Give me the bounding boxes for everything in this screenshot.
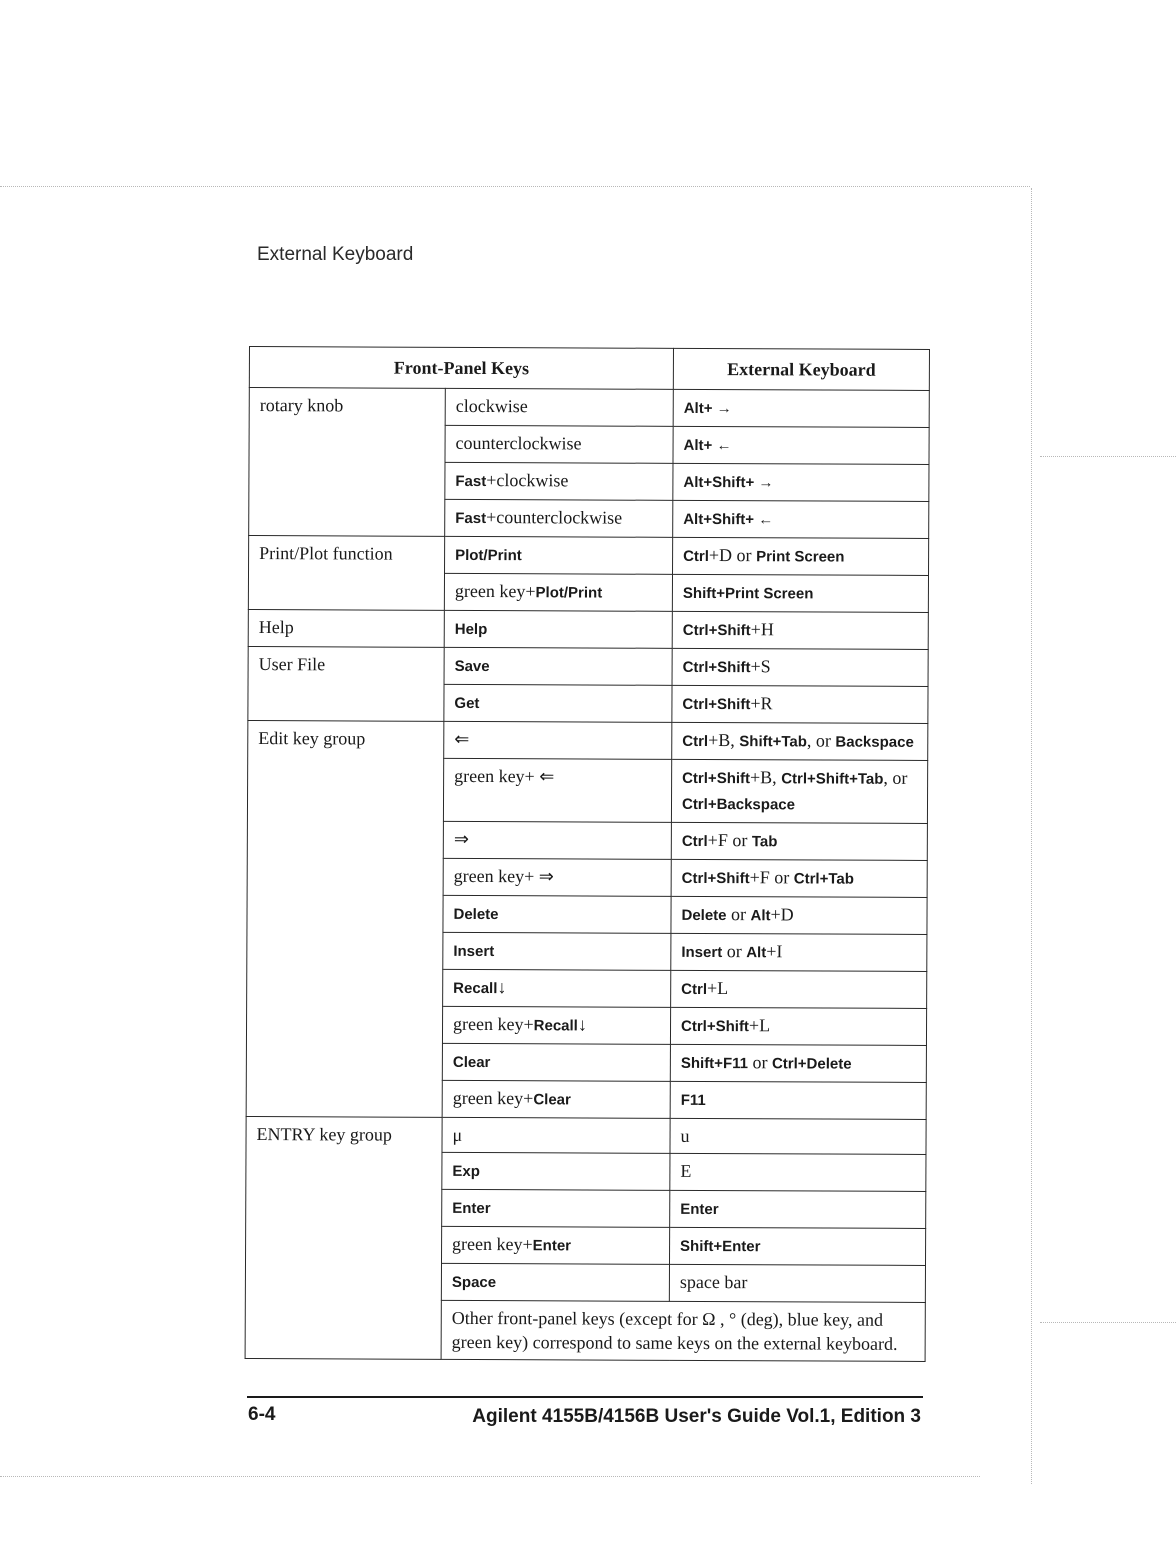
key-text: μ (452, 1124, 463, 1145)
key-text: E (680, 1160, 692, 1181)
key-text: Ctrl+Backspace (681, 795, 796, 814)
key-text: Alt+ → (683, 399, 732, 418)
key-text: F11 (680, 1091, 706, 1109)
key-text: +B, (750, 767, 782, 788)
front-panel-key-cell (445, 499, 673, 537)
external-key-cell (670, 1153, 926, 1191)
front-panel-header: Front-Panel Keys (249, 347, 673, 390)
key-text: Enter (452, 1199, 491, 1218)
key-text: +D (770, 904, 794, 925)
key-text: +L (748, 1015, 771, 1036)
key-text: Enter (680, 1200, 719, 1219)
key-text: ⇒ (453, 828, 469, 849)
key-text: Recall (533, 1017, 578, 1035)
key-text: green key+ ⇐ (454, 765, 555, 787)
key-group-name: Help (248, 609, 444, 647)
front-panel-key-cell (442, 1006, 670, 1044)
key-text: Fast (455, 472, 487, 491)
key-text: ↓ (577, 1014, 587, 1035)
scan-artifact-line (0, 1476, 980, 1477)
front-panel-key-cell (444, 721, 672, 759)
key-text: Save (454, 657, 490, 676)
key-text: , or (806, 730, 836, 751)
key-text: Ctrl (681, 980, 708, 999)
key-group-name: User File (248, 646, 444, 721)
key-text: Insert (453, 942, 495, 961)
key-text: green key+ (453, 1013, 534, 1035)
key-text: Alt+ ← (683, 436, 732, 455)
table-row (248, 646, 928, 686)
key-text: Ctrl+Shift (682, 658, 751, 677)
front-panel-key-cell (441, 1226, 669, 1264)
front-panel-key-cell (444, 573, 672, 611)
key-text: +R (750, 693, 773, 714)
front-panel-key-cell (444, 610, 672, 648)
key-text: Alt+Shift+ ← (683, 510, 774, 529)
key-text: Delete (681, 906, 727, 925)
key-text: +B, (708, 730, 740, 751)
external-key-cell (672, 574, 928, 612)
key-text: Plot/Print (455, 546, 522, 565)
key-text: Enter (532, 1237, 572, 1255)
key-text: Help (454, 620, 488, 639)
front-panel-key-cell (444, 647, 672, 685)
scan-artifact-line (1040, 1322, 1176, 1323)
key-text: Ctrl+Shift (682, 769, 751, 788)
external-key-cell (673, 500, 929, 538)
table-row (249, 536, 929, 576)
key-text: +counterclockwise (486, 507, 623, 528)
key-text: ↓ (497, 977, 507, 998)
section-header: External Keyboard (257, 244, 414, 265)
front-panel-key-cell (443, 758, 671, 822)
key-text: Shift+Tab (739, 733, 807, 751)
front-panel-key-cell (443, 969, 671, 1007)
key-text: +I (766, 941, 783, 962)
key-text: Alt (750, 907, 771, 925)
key-text: Ctrl+Shift+Tab (781, 770, 884, 788)
front-panel-key-cell (445, 388, 673, 426)
key-text: counterclockwise (455, 432, 582, 454)
key-group-name: Edit key group (246, 720, 444, 1117)
footer-rule (247, 1396, 923, 1398)
external-key-cell (672, 685, 928, 723)
external-key-cell (672, 611, 928, 649)
table-header-row (249, 347, 929, 391)
table-row (246, 1116, 926, 1154)
key-text: Ctrl+Shift (680, 1017, 749, 1036)
key-text: Clear (452, 1053, 491, 1072)
external-key-cell (673, 389, 929, 427)
external-key-cell (671, 970, 927, 1008)
external-key-cell (673, 463, 929, 501)
key-text: green key+ (452, 1087, 534, 1109)
key-text: Recall (453, 979, 498, 998)
front-panel-key-cell (445, 425, 673, 463)
key-text: clockwise (455, 395, 528, 417)
table-row (249, 388, 929, 428)
key-text: Ctrl (682, 732, 709, 751)
footer-title: Agilent 4155B/4156B User's Guide Vol.1, Edition 3 (472, 1406, 921, 1427)
external-key-cell (671, 859, 927, 897)
table-row (248, 609, 928, 649)
front-panel-key-cell (442, 1117, 670, 1153)
key-text: Clear (533, 1091, 571, 1109)
external-key-cell (669, 1264, 925, 1302)
key-text: or (722, 941, 747, 962)
key-text: u (680, 1125, 690, 1146)
key-text: Exp (452, 1162, 480, 1181)
external-key-cell (670, 1118, 926, 1154)
key-text: Get (454, 694, 480, 713)
table-row (248, 720, 928, 760)
external-key-cell (671, 822, 927, 860)
external-key-cell (673, 537, 929, 575)
front-panel-key-cell (443, 858, 671, 896)
key-text: Shift+Print Screen (682, 584, 814, 603)
external-key-cell (670, 1044, 926, 1082)
key-text: Ctrl+Shift (681, 869, 750, 888)
key-text: Fast (455, 509, 487, 528)
key-text: +F or (707, 830, 752, 851)
external-key-cell (672, 648, 928, 686)
key-text: green key+ ⇒ (453, 865, 554, 887)
key-text: space bar (679, 1271, 748, 1293)
front-panel-key-cell (442, 1080, 670, 1118)
key-text: +clockwise (486, 470, 569, 491)
external-key-cell (673, 426, 929, 464)
front-panel-key-cell (442, 1189, 670, 1227)
key-text: Alt (746, 944, 767, 962)
front-panel-key-cell (442, 1043, 670, 1081)
key-text: Ctrl+Shift (682, 695, 751, 714)
key-text: or (747, 1052, 773, 1073)
key-group-name: Print/Plot function (248, 536, 444, 611)
key-text: Print Screen (756, 548, 845, 566)
table-note: Other front-panel keys (except for Ω , ° (deg), blue key, and green key) correspond to same keys on the external keyboard. (441, 1300, 925, 1361)
external-key-cell (671, 933, 927, 971)
front-panel-key-cell (443, 895, 671, 933)
scan-artifact-line (0, 186, 1030, 187)
front-panel-key-cell (445, 536, 673, 574)
key-text: +H (750, 619, 774, 640)
external-key-cell (669, 1227, 925, 1265)
key-text: +L (707, 978, 729, 999)
key-text: +S (750, 656, 771, 677)
external-keyboard-header: External Keyboard (673, 348, 929, 390)
key-text: Space (451, 1273, 497, 1292)
key-text: Backspace (835, 733, 914, 751)
key-group-name: rotary knob (249, 388, 446, 537)
front-panel-key-cell (442, 1152, 670, 1190)
key-text: Ctrl+Tab (793, 870, 854, 888)
external-key-cell (672, 722, 928, 760)
key-text: Shift+F11 (680, 1054, 749, 1073)
external-key-cell (670, 1190, 926, 1228)
scan-artifact-line (1031, 188, 1032, 1484)
key-text: +D or (708, 545, 757, 566)
external-key-cell (670, 1081, 926, 1119)
keyboard-mapping-table (245, 346, 930, 1362)
key-text: Ctrl (683, 547, 709, 566)
key-text: Shift+Enter (680, 1237, 761, 1256)
key-text: Ctrl+Shift (682, 621, 751, 640)
key-group-name: ENTRY key group (245, 1116, 442, 1359)
key-text: , or (883, 767, 908, 788)
key-text: or (726, 904, 751, 925)
front-panel-key-cell (443, 932, 671, 970)
key-text: green key+ (452, 1233, 533, 1255)
external-key-cell (670, 1007, 926, 1045)
key-text: Ctrl+Delete (771, 1055, 852, 1073)
front-panel-key-cell (444, 684, 672, 722)
front-panel-key-cell (443, 821, 671, 859)
key-text: Ctrl (681, 832, 708, 851)
key-text: green key+ (454, 580, 536, 602)
key-text: ⇐ (454, 728, 470, 749)
page-number: 6-4 (248, 1404, 276, 1425)
key-text: Alt+Shift+ → (683, 473, 774, 492)
table-body (245, 388, 929, 1362)
key-text: +F or (749, 867, 794, 888)
front-panel-key-cell (445, 462, 673, 500)
front-panel-key-cell (441, 1263, 669, 1301)
key-text: Tab (751, 833, 778, 851)
external-key-cell (671, 896, 927, 934)
external-key-cell (671, 759, 927, 823)
key-text: Plot/Print (535, 584, 603, 602)
scan-artifact-line (1040, 456, 1176, 457)
key-text: Insert (681, 943, 723, 962)
key-text: Delete (453, 905, 499, 924)
